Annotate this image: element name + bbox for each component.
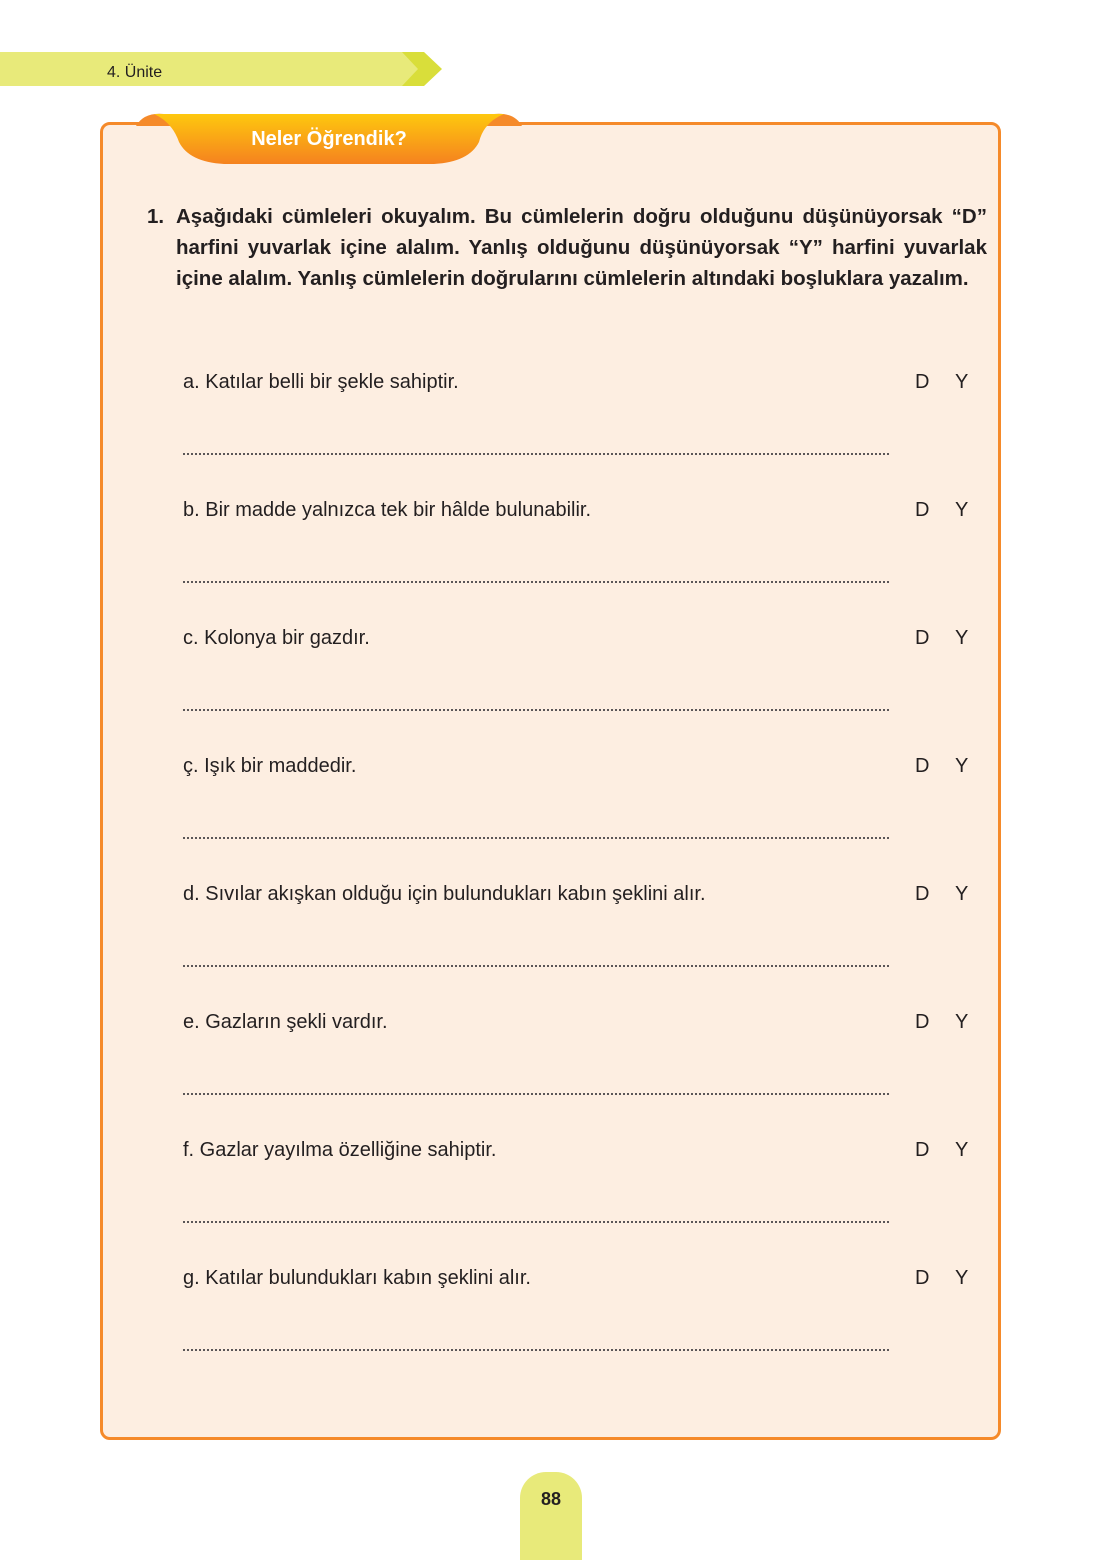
option-false[interactable]: Y xyxy=(955,371,969,393)
option-true[interactable]: D xyxy=(915,1267,930,1289)
question-1 xyxy=(147,201,987,294)
statement-text: d. Sıvılar akışkan olduğu için bulundukları kabın şeklini alır. xyxy=(183,883,706,905)
answer-line[interactable] xyxy=(183,1093,889,1095)
option-false[interactable]: Y xyxy=(955,1267,969,1289)
answer-line[interactable] xyxy=(183,453,889,455)
unit-label: 4. Ünite xyxy=(107,64,163,81)
option-true[interactable]: D xyxy=(915,627,930,649)
answer-line[interactable] xyxy=(183,1221,889,1223)
answer-line[interactable] xyxy=(183,581,889,583)
statement-item xyxy=(183,1011,973,1051)
statement-item xyxy=(183,627,973,667)
answer-line[interactable] xyxy=(183,709,889,711)
statement-item xyxy=(183,371,973,411)
option-true[interactable]: D xyxy=(915,883,930,905)
option-false[interactable]: Y xyxy=(955,883,969,905)
option-false[interactable]: Y xyxy=(955,755,969,777)
statement-item xyxy=(183,883,973,923)
answer-line[interactable] xyxy=(183,837,889,839)
question-text: Aşağıdaki cümleleri okuyalım. Bu cümlelerin doğru olduğunu düşünüyorsak “D” harfini yuvarlak içine alalım. Yanlış olduğunu düşünüyorsak “Y” harfini yuvarlak içine alalım. Yanlış cümlelerin doğrularını cümlelerin altındaki boşluklara yazalım. xyxy=(176,205,987,290)
statement-text: g. Katılar bulundukları kabın şeklini alır. xyxy=(183,1267,531,1289)
option-true[interactable]: D xyxy=(915,1011,930,1033)
unit-ribbon xyxy=(0,52,442,86)
answer-line[interactable] xyxy=(183,965,889,967)
option-false[interactable]: Y xyxy=(955,1011,969,1033)
option-true[interactable]: D xyxy=(915,499,930,521)
statement-item xyxy=(183,755,973,795)
question-number: 1. xyxy=(147,205,165,228)
option-false[interactable]: Y xyxy=(955,499,969,521)
option-true[interactable]: D xyxy=(915,371,930,393)
statement-item xyxy=(183,1139,973,1179)
statement-text: e. Gazların şekli vardır. xyxy=(183,1011,388,1033)
statement-item xyxy=(183,499,973,539)
statement-text: b. Bir madde yalnızca tek bir hâlde bulunabilir. xyxy=(183,499,592,521)
section-title: Neler Öğrendik? xyxy=(251,128,407,150)
answer-line[interactable] xyxy=(183,1349,889,1351)
statement-text: f. Gazlar yayılma özelliğine sahiptir. xyxy=(183,1139,497,1161)
option-true[interactable]: D xyxy=(915,1139,930,1161)
statement-text: a. Katılar belli bir şekle sahiptir. xyxy=(183,371,459,393)
statement-item xyxy=(183,1267,973,1307)
option-true[interactable]: D xyxy=(915,755,930,777)
option-false[interactable]: Y xyxy=(955,627,969,649)
option-false[interactable]: Y xyxy=(955,1139,969,1161)
statement-text: c. Kolonya bir gazdır. xyxy=(183,627,370,649)
page-number: 88 xyxy=(540,1489,562,1509)
statement-text: ç. Işık bir maddedir. xyxy=(183,755,357,777)
page-number-tab xyxy=(520,1472,582,1560)
